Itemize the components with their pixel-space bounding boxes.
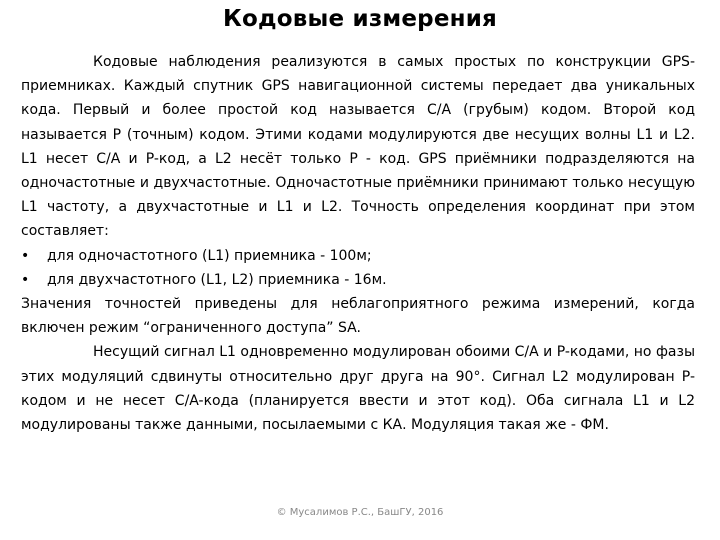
paragraph-code-measurements: Кодовые наблюдения реализуются в самых простых по конструкции GPS-приемниках. Каждый спутник GPS навигационной системы передает два уникальных кода. Первый и более простой код называется C/A (грубым) кодом. Второй код называется P (точным) кодом. Этими кодами модулируются две несущих волны L1 и L2. L1 несет C/A и P-код, а L2 несёт только P - код. GPS приёмники подразделяются на одночастотные и двухчастотные. Одночастотные приёмники принимают только несущую L1 частоту, а двухчастотные и L1 и L2. Точность определения координат при этом составляет: xyxy=(21,54,695,240)
paragraph-accuracy-note: Значения точностей приведены для неблагоприятного режима измерений, когда включен режим “ограниченного доступа” SA. xyxy=(21,296,695,337)
bullet-marker: • xyxy=(21,247,30,264)
slide-title: Кодовые измерения xyxy=(222,6,498,32)
bullet-item xyxy=(21,268,695,292)
footer-copyright: © Мусалимов Р.С., БашГУ, 2016 xyxy=(276,507,444,518)
bullet-text: для одночастотного (L1) приемника - 100м; xyxy=(47,247,372,264)
bullet-marker: • xyxy=(21,271,30,288)
paragraph-carrier-signal: Несущий сигнал L1 одновременно модулирован обоими C/A и P-кодами, но фазы этих модуляций сдвинуты относительно друг друга на 90°. Сигнал L2 модулирован P-кодом и не несет C/A-кода (планируется ввести и этот код). Оба сигнала L1 и L2 модулированы также данными, посылаемыми с КА. Модуляция такая же - ФМ. xyxy=(21,344,695,434)
bullet-text: для двухчастотного (L1, L2) приемника - 16м. xyxy=(47,271,387,288)
slide-body xyxy=(21,50,695,437)
bullet-item xyxy=(21,244,695,268)
